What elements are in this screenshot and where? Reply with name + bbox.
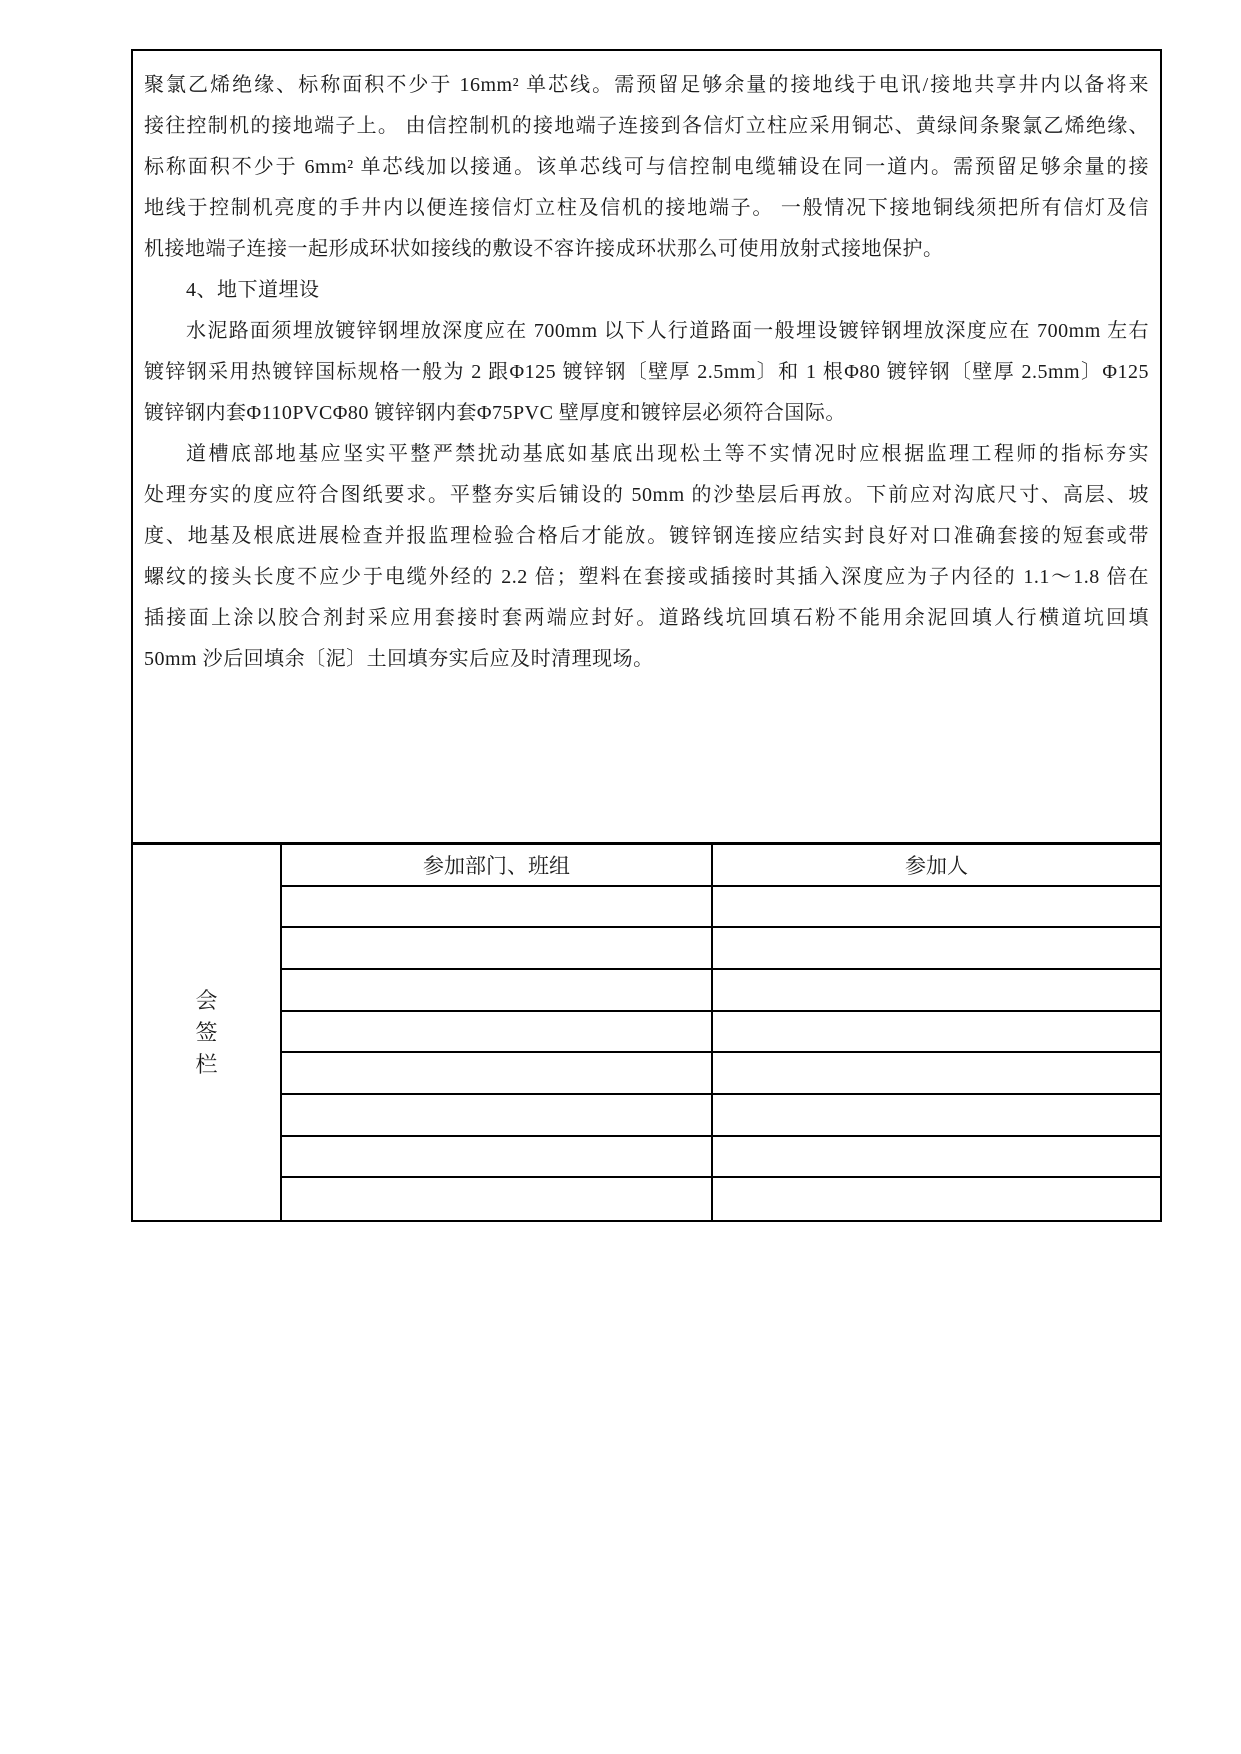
sign-cell-participant-row3 (713, 970, 1160, 1012)
sign-cell-department-row7 (282, 1137, 713, 1179)
sign-cell-participant-row2 (713, 928, 1160, 970)
text-line: 镀锌钢采用热镀锌国标规格一般为 2 跟Φ125 镀锌钢〔壁厚 2.5mm〕和 1 根Φ80 镀锌钢〔壁厚 2.5mm〕Φ125 (144, 361, 1149, 383)
sign-table-label: 会签栏 (195, 987, 218, 1077)
text-line: 50mm 沙后回填余〔泥〕土回填夯实后应及时清理现场。 (144, 648, 654, 670)
sign-cell-participant-row6 (713, 1095, 1160, 1137)
sign-cell-participant-row4 (713, 1012, 1160, 1054)
sign-cell-department-row6 (282, 1095, 713, 1137)
sign-cell-department-row1 (282, 887, 713, 929)
section-heading: 4、地下道埋设 (186, 279, 320, 301)
sign-table (133, 842, 1160, 1220)
text-line: 聚氯乙烯绝缘、标称面积不少于 16mm² 单芯线。需预留足够余量的接地线于电讯/接地共享井内以备将来 (144, 74, 1149, 96)
sign-cell-department-row8 (282, 1178, 713, 1220)
sign-cell-department-row4 (282, 1012, 713, 1054)
sign-cell-participant-row8 (713, 1178, 1160, 1220)
sign-cell-participant-row5 (713, 1053, 1160, 1095)
text-line: 螺纹的接头长度不应少于电缆外经的 2.2 倍；塑料在套接或插接时其插入深度应为子内径的 1.1～1.8 倍在 (144, 566, 1149, 588)
text-line: 接往控制机的接地端子上。 由信控制机的接地端子连接到各信灯立柱应采用铜芯、黄绿间条聚氯乙烯绝缘、 (144, 115, 1149, 137)
text-line: 镀锌钢内套Φ110PVCΦ80 镀锌钢内套Φ75PVC 壁厚度和镀锌层必须符合国际。 (144, 402, 846, 424)
sign-cell-department-row5 (282, 1053, 713, 1095)
text-line: 处理夯实的度应符合图纸要求。平整夯实后铺设的 50mm 的沙垫层后再放。下前应对沟底尺寸、高层、坡 (144, 484, 1149, 506)
sign-table-label-cell (133, 845, 282, 1220)
column-header-participant: 参加人 (713, 845, 1160, 887)
sign-cell-participant-row1 (713, 887, 1160, 929)
text-line: 机接地端子连接一起形成环状如接线的敷设不容许接成环状那么可使用放射式接地保护。 (144, 238, 944, 260)
document-frame (131, 49, 1162, 1222)
text-line: 道槽底部地基应坚实平整严禁扰动基底如基底出现松土等不实情况时应根据监理工程师的指标夯实 (186, 443, 1149, 465)
text-line: 地线于控制机亮度的手井内以便连接信灯立柱及信机的接地端子。 一般情况下接地铜线须把所有信灯及信 (144, 197, 1149, 219)
text-line: 水泥路面须埋放镀锌钢埋放深度应在 700mm 以下人行道路面一般埋设镀锌钢埋放深度应在 700mm 左右 (186, 320, 1149, 342)
text-line: 标称面积不少于 6mm² 单芯线加以接通。该单芯线可与信控制电缆辅设在同一道内。需预留足够余量的接 (144, 156, 1149, 178)
column-header-department: 参加部门、班组 (282, 845, 713, 887)
sign-cell-participant-row7 (713, 1137, 1160, 1179)
text-line: 度、地基及根底进展检查并报监理检验合格后才能放。镀锌钢连接应结实封良好对口准确套接的短套或带 (144, 525, 1149, 547)
text-line: 插接面上涂以胶合剂封采应用套接时套两端应封好。道路线坑回填石粉不能用余泥回填人行横道坑回填 (144, 607, 1149, 629)
sign-cell-department-row3 (282, 970, 713, 1012)
sign-cell-department-row2 (282, 928, 713, 970)
document-text (133, 51, 1160, 842)
